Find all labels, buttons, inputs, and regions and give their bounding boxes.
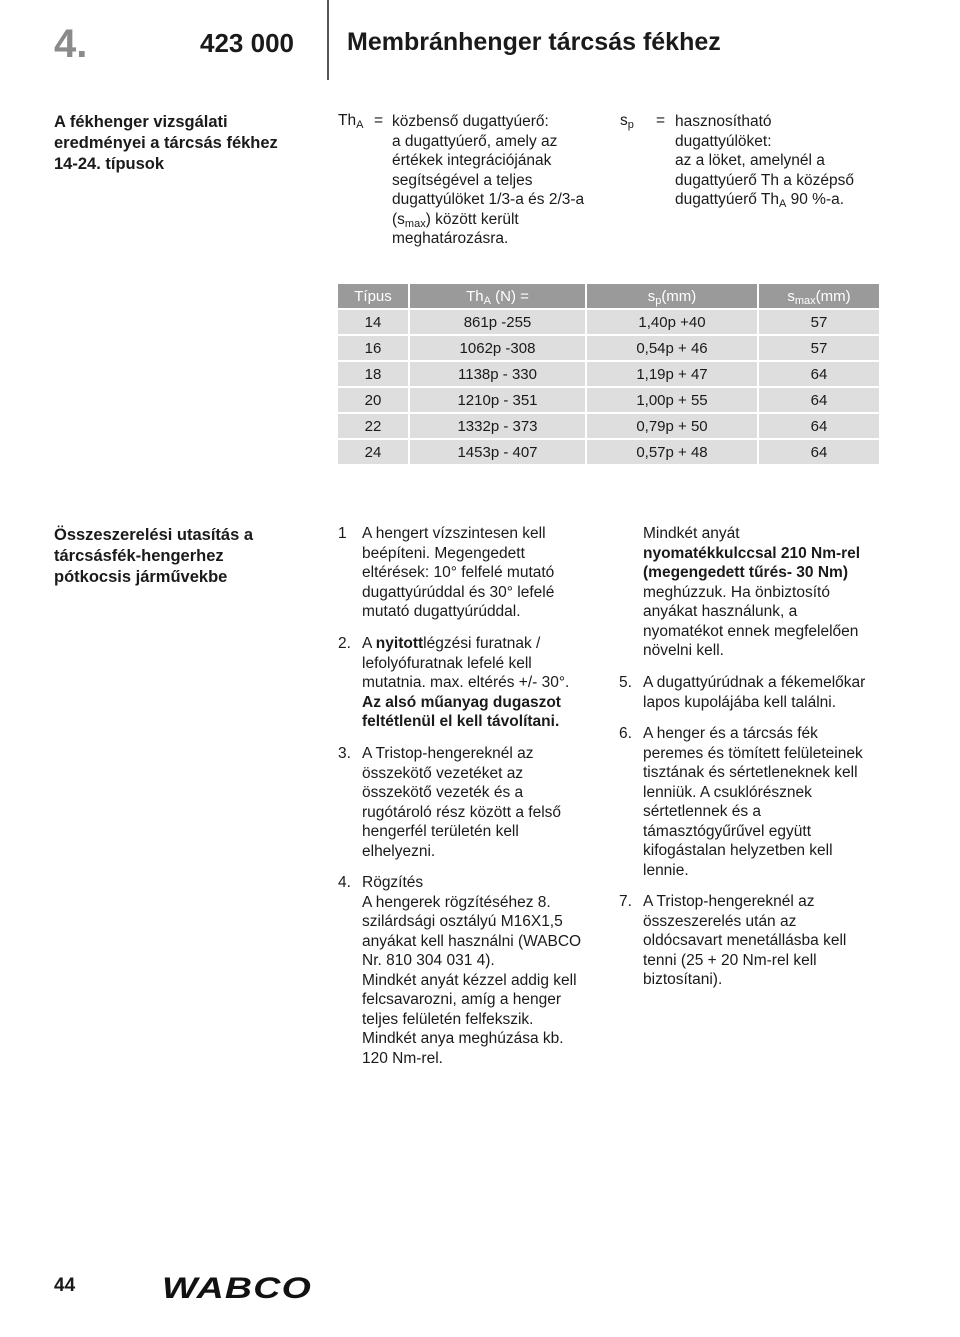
- table-cell: 22: [338, 414, 408, 438]
- sp-definition: hasznosítható dugattyúlöket: az a löket, amelynél a dugattyúerő Th a középső dugattyúerő $Th_A$ 90 %-a.: [675, 113, 854, 210]
- table-cell: 57: [759, 336, 879, 360]
- table-row: [338, 310, 879, 334]
- sp-symbol: $s_p$: [620, 112, 634, 131]
- header-tha: $Th_A$ (N) =: [410, 284, 585, 308]
- header-divider: [327, 0, 329, 80]
- table-cell: 1,00p + 55: [587, 388, 757, 412]
- table-row: [338, 414, 879, 438]
- tha-equals: =: [374, 112, 384, 129]
- page-number: 44: [54, 1275, 76, 1296]
- table-cell: 1332p - 373: [410, 414, 585, 438]
- table-row: [338, 336, 879, 360]
- table-cell: 18: [338, 362, 408, 386]
- table-cell: 20: [338, 388, 408, 412]
- table-row: [338, 388, 879, 412]
- table-cell: 1062p -308: [410, 336, 585, 360]
- table-cell: 1138p - 330: [410, 362, 585, 386]
- table-cell: 1453p - 407: [410, 440, 585, 464]
- chapter-number: 4.: [54, 22, 88, 66]
- table-row: [338, 440, 879, 464]
- table-cell: 0,57p + 48: [587, 440, 757, 464]
- table-cell: 861p -255: [410, 310, 585, 334]
- sp-equals: =: [656, 112, 666, 129]
- tha-definition: közbenső dugattyúerő: a dugattyúerő, amely az értékek integrációjának segítségével a teljes dugattyúlöket 1/3-a és 2/3-a $(s_{max})$ között került meghatározásra.: [392, 113, 585, 247]
- table-cell: 1,19p + 47: [587, 362, 757, 386]
- table-header-row: [338, 284, 879, 308]
- results-section-title: A fékhenger vizsgálati eredményei a tárcsás fékhez 14-24. típusok: [54, 113, 278, 173]
- table-cell: 0,79p + 50: [587, 414, 757, 438]
- header-sp: $s_p(mm)$: [587, 284, 757, 308]
- table-cell: 64: [759, 362, 879, 386]
- table-cell: 1,40p +40: [587, 310, 757, 334]
- table-cell: 57: [759, 310, 879, 334]
- header-smax: $s_{max}(mm)$: [759, 284, 879, 308]
- table-cell: 64: [759, 388, 879, 412]
- page-title: Membránhenger tárcsás fékhez: [347, 28, 721, 56]
- table-cell: 14: [338, 310, 408, 334]
- wabco-logo: WABCO: [162, 1272, 312, 1305]
- tha-symbol: $Th_A$: [338, 112, 364, 131]
- cylinder-results-table: [336, 282, 881, 466]
- table-cell: 0,54p + 46: [587, 336, 757, 360]
- table-cell: 24: [338, 440, 408, 464]
- table-cell: 64: [759, 414, 879, 438]
- header-type: Típus: [338, 284, 408, 308]
- table-cell: 1210p - 351: [410, 388, 585, 412]
- document-code: 423 000: [200, 28, 294, 58]
- table-cell: 64: [759, 440, 879, 464]
- table-cell: 16: [338, 336, 408, 360]
- assembly-section-title: Összeszerelési utasítás a tárcsásfék-hengerhez pótkocsis járművekbe: [54, 526, 254, 586]
- table-row: [338, 362, 879, 386]
- instruction-item-4-continued: Mindkét anyát nyomatékkulccsal 210 Nm-rel (megengedett tűrés- 30 Nm) meghúzzuk. Ha önbiztosító anyákat használunk, a nyomatékot ennek megfelelően növelni kell.: [643, 525, 861, 659]
